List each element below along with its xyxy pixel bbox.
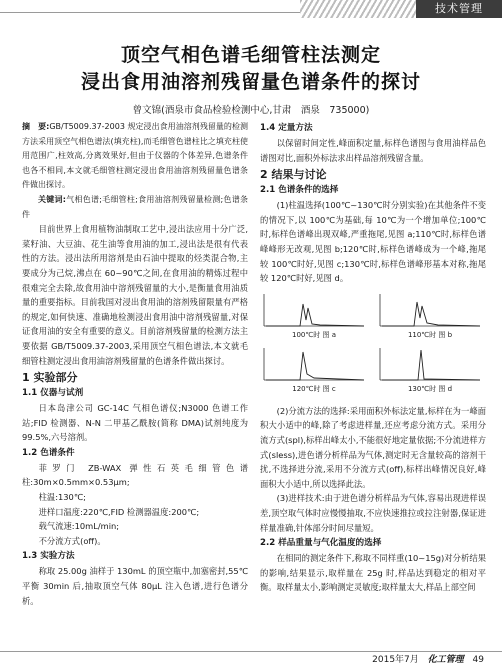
carrier-flow: 载气流速:10mL/min; [38,521,120,532]
section-1-4-heading: 1.4 定量方法 [260,123,313,133]
chromatogram-d-plot [376,344,484,384]
column-spec: 菲罗门 ZB-WAX 弹性石英毛细管色谱柱:30m×0.5mm×0.53μm; [22,462,248,488]
section-2-1-text: (1)柱温选择(100℃~130℃时分别实验)在其他条件不变的情况下,以 100℃为基础,每 10℃为一个增加单位;100℃时,标样色谱峰出现双峰,严重拖尾,见图 a;110℃时,标样色谱峰峰形无改观,见图 b;120℃时,标样色谱峰成为一个峰,拖尾较 100℃时好,见图 c;130℃时,标样色谱峰形基本对称,拖尾较 120℃时好,见图 d。 [260,200,486,284]
header-rule [0,12,330,13]
abstract-label: 摘 要: [22,122,50,131]
section-1-3-heading: 1.3 实验方法 [22,551,75,562]
section-2-1-heading: 2.1 色谱条件的选择 [260,185,339,196]
section-1-1-text: 日本岛津公司 GC-14C 气相色谱仪;N3000 色谱工作站;FID 检测器、N-N 二甲基乙酰胺(简称 DMA)试剂纯度为 99.5%,六号溶剂。 [22,403,248,443]
section-2-heading: 2 结果与讨论 [260,168,327,182]
left-column [22,120,248,608]
chromatogram-b [376,290,484,342]
split-mode: 不分流方式(off)。 [38,535,106,546]
journal-name: 化工管理 [427,655,464,665]
abstract-text: GB/T5009.37-2003 规定浸出食用油溶剂残留量的检测方法采用顶空气相色谱法(填充柱),而毛细管色谱柱比之填充柱使用范围广,柱效高,分离效果好,但由于仪器的个体差异,色谱条件也各不相同,本文就毛细管柱测定浸出食用油溶剂残留量色谱条件做出探讨。 [22,122,248,190]
split-method-paragraph: (2)分流方法的选择:采用面积外标法定量,标样在为一峰面积大小适中的峰,除了考虑进样量,还应考虑分流方式。采用分流方式(spl),标样出峰太小,不能很好地定量依据;不分流进样方式(sless),进色谱分析样品为气体,测定时无含量较高的溶剂干扰,不选择进分流,采用不分流方式(off),标样出峰情况良好,峰面积大小适中,所以选择此法。 [260,405,486,489]
article-title-line1: 顶空气相色谱毛细管柱法测定 [120,44,381,66]
section-tag: 技术管理 [416,0,502,18]
chromatogram-c [260,344,368,396]
injector-detector-temp: 进样口温度:220℃,FID 检测器温度:200℃; [38,506,200,517]
author-byline: 曾文锦(酒泉市食品检验检测中心,甘肃 酒泉 735000) [132,105,370,116]
chromatogram-d-caption: 130℃时 图 d [407,384,453,393]
abstract [22,120,248,193]
injection-technique-paragraph: (3)进样技术:由于进色谱分析样品为气体,容易出现进样误差,顶空取气体时应慢慢抽取,不应快速推拉或拉注射器,保证进样量准确,针体部分时间尽量短。 [260,493,486,533]
chromatogram-b-caption: 110℃时 图 b [407,330,453,339]
article-title-line2: 浸出食用油溶剂残留量色谱条件的探讨 [80,71,421,93]
keywords-label: 关键词: [38,194,66,204]
chromatogram-a-caption: 100℃时 图 a [292,330,336,339]
section-1-3-text: 称取 25.00g 油样于 130mL 的顶空瓶中,加塞密封,55℃平衡 30min 后,抽取顶空气体 80μL 注入色谱,进行色谱分析。 [22,566,249,606]
chromatogram-b-plot [376,290,484,330]
page-footer [0,646,502,666]
page-header [0,0,502,18]
chromatogram-c-plot [260,344,368,384]
chromatogram-a-plot [260,290,368,330]
column-temp: 柱温:130℃; [38,492,86,503]
section-1-1-heading: 1.1 仪器与试剂 [22,388,84,399]
intro-paragraph: 目前世界上食用植物油制取工艺中,浸出法应用十分广泛,菜籽油、大豆油、花生油等食用油的加工,浸出法是很有代表性的方法。浸出法所用溶剂是由石油中提取的烃类混合物,主要成分为己烷,沸点在 60~90℃之间,在食用油的精炼过程中很难完全去除,故食用油中溶剂残留量的大小,是衡量食用油质量的重要指标。目前我国对浸出食用油的溶剂残留限量有严格的规定,如何快速、准确地检测浸出食用油中溶剂残留量,对保证食用油的安全有重要的意义。目前溶剂残留量的检测方法主要依据 GB/T5009.37-2003,采用顶空气相色谱法,本文就毛细管柱测定浸出食用油溶剂残留量的色谱条件做出探讨。 [22,224,248,366]
page-number: 49 [472,655,484,665]
chromatogram-a [260,290,368,342]
header-hatch-decoration [300,0,430,18]
keywords-text: 气相色谱;毛细管柱;食用油溶剂残留量检测;色谱条件 [22,194,248,219]
footer-text [360,652,484,665]
right-column [260,120,486,595]
section-1-heading: 1 实验部分 [22,371,78,385]
chromatogram-figures [260,290,486,398]
section-1-4-text: 以保留时间定性,峰面积定量,标样色谱图与食用油样品色谱图对比,面积外标法求出样品溶剂残留含量。 [260,138,486,163]
issue-date: 2015年7月 [372,655,419,665]
keywords [22,193,248,222]
chromatogram-c-caption: 120℃时 图 c [292,384,336,393]
section-2-2-text: 在相同的测定条件下,称取不同样重(10~15g)对分析结果的影响,结果显示,取样量在 25g 时,样品达到稳定的相对平衡。取样量太小,影响测定灵敏度;取样量太大,样品上部空间 [260,553,486,593]
section-2-2-heading: 2.2 样品重量与气化温度的选择 [260,538,382,549]
section-1-2-heading: 1.2 色谱条件 [22,447,75,458]
chromatogram-d [376,344,484,396]
